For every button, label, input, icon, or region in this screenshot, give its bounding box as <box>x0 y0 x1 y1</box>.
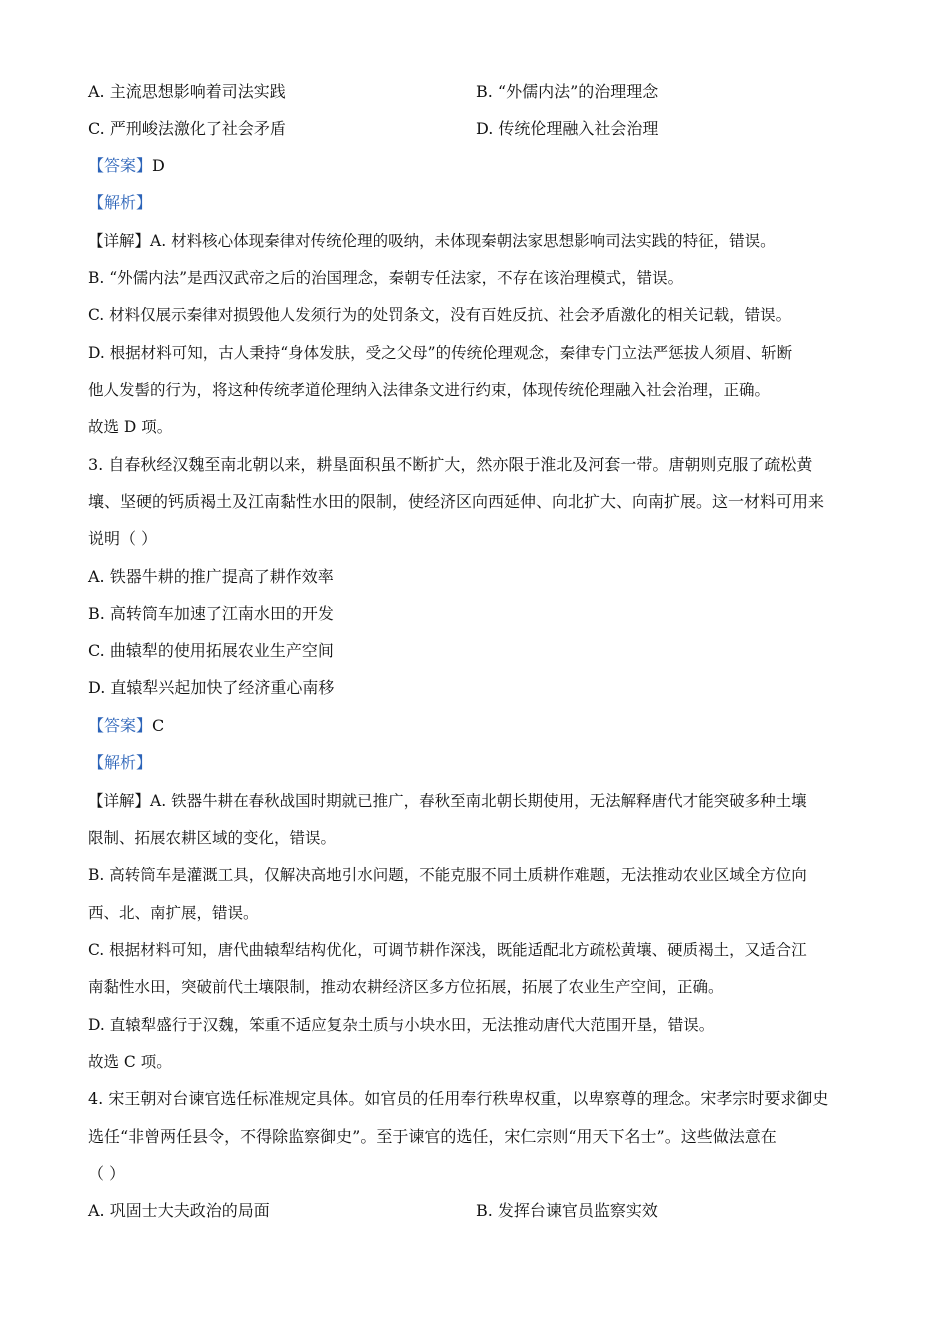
q2-detail-b: B. “外儒内法”是西汉武帝之后的治国理念，秦朝专任法家，不存在该治理模式，错误。 <box>88 269 684 287</box>
q2-detail-d-line1: D. 根据材料可知，古人秉持“身体发肤，受之父母”的传统伦理观念，秦律专门立法严惩拔人须眉、斩断 <box>88 344 793 362</box>
q4-option-b: B. 发挥台谏官员监察实效 <box>476 1201 658 1220</box>
q2-conclusion: 故选 D 项。 <box>88 418 173 436</box>
q2-answer-line <box>88 156 165 176</box>
q3-detail-d: D. 直辕犁盛行于汉魏，笨重不适应复杂土质与小块水田，无法推动唐代大范围开垦，错误。 <box>88 1016 715 1034</box>
q4-stem-line2: 选任“非曾两任县令，不得除监察御史”。至于谏官的选任，宋仁宗则“用天下名士”。这些做法意在 <box>88 1127 777 1146</box>
q2-option-c: C. 严刑峻法激化了社会矛盾 <box>88 119 286 138</box>
q3-detail-a-text: A. 铁器牛耕在春秋战国时期就已推广，春秋至南北朝长期使用，无法解释唐代才能突破多种土壤 <box>150 792 807 810</box>
q4-stem-line3: （ ） <box>88 1164 126 1183</box>
q3-detail-c-line2: 南黏性水田，突破前代土壤限制，推动农耕经济区多方位拓展，拓展了农业生产空间，正确。 <box>88 978 724 996</box>
q3-stem-line3: 说明（ ） <box>88 529 158 548</box>
q2-detail-a-text: A. 材料核心体现秦律对传统伦理的吸纳，未体现秦朝法家思想影响司法实践的特征，错误。 <box>150 232 776 250</box>
q3-detail-a-line1 <box>88 791 807 811</box>
q2-detail-a <box>88 231 776 251</box>
q3-stem-line1: 3. 自春秋经汉魏至南北朝以来，耕垦面积虽不断扩大，然亦限于淮北及河套一带。唐朝则克服了疏松黄 <box>88 455 813 474</box>
q2-option-d: D. 传统伦理融入社会治理 <box>476 119 659 138</box>
q2-answer: D <box>152 156 165 175</box>
q3-option-a: A. 铁器牛耕的推广提高了耕作效率 <box>88 567 334 586</box>
q2-analysis-tag: 【解析】 <box>88 193 153 212</box>
q3-conclusion: 故选 C 项。 <box>88 1053 172 1071</box>
q3-analysis-tag: 【解析】 <box>88 753 153 772</box>
detail-tag: 【详解】 <box>88 232 151 250</box>
q2-detail-c: C. 材料仅展示秦律对损毁他人发须行为的处罚条文，没有百姓反抗、社会矛盾激化的相关记载，错误。 <box>88 306 792 324</box>
q3-detail-c-line1: C. 根据材料可知，唐代曲辕犁结构优化，可调节耕作深浅，既能适配北方疏松黄壤、硬质褐土，又适合江 <box>88 941 807 959</box>
q3-stem-line2: 壤、坚硬的钙质褐土及江南黏性水田的限制，使经济区向西延伸、向北扩大、向南扩展。这一材料可用来 <box>88 492 825 511</box>
q3-detail-b-line2: 西、北、南扩展，错误。 <box>88 904 259 922</box>
q2-option-b: B. “外儒内法”的治理理念 <box>476 82 659 101</box>
q3-option-c: C. 曲辕犁的使用拓展农业生产空间 <box>88 641 334 660</box>
q4-stem-line1: 4. 宋王朝对台谏官选任标准规定具体。如官员的任用奉行秩卑权重，以卑察尊的理念。宋孝宗时要求御史 <box>88 1089 829 1108</box>
q2-detail-d-line2: 他人发髻的行为，将这种传统孝道伦理纳入法律条文进行约束，体现传统伦理融入社会治理，正确。 <box>88 381 771 399</box>
q4-option-a: A. 巩固士大夫政治的局面 <box>88 1201 270 1220</box>
answer-tag: 【答案】 <box>88 156 153 175</box>
q3-answer-line <box>88 716 164 736</box>
q3-detail-b-line1: B. 高转筒车是灌溉工具，仅解决高地引水问题，不能克服不同土质耕作难题，无法推动农业区域全方位向 <box>88 866 807 884</box>
q3-answer: C <box>152 716 165 735</box>
detail-tag: 【详解】 <box>88 792 151 810</box>
q2-option-a: A. 主流思想影响着司法实践 <box>88 82 286 101</box>
q3-option-b: B. 高转筒车加速了江南水田的开发 <box>88 604 334 623</box>
q3-detail-a-line2: 限制、拓展农耕区域的变化，错误。 <box>88 829 337 847</box>
answer-tag: 【答案】 <box>88 716 153 735</box>
q3-option-d: D. 直辕犁兴起加快了经济重心南移 <box>88 678 335 697</box>
